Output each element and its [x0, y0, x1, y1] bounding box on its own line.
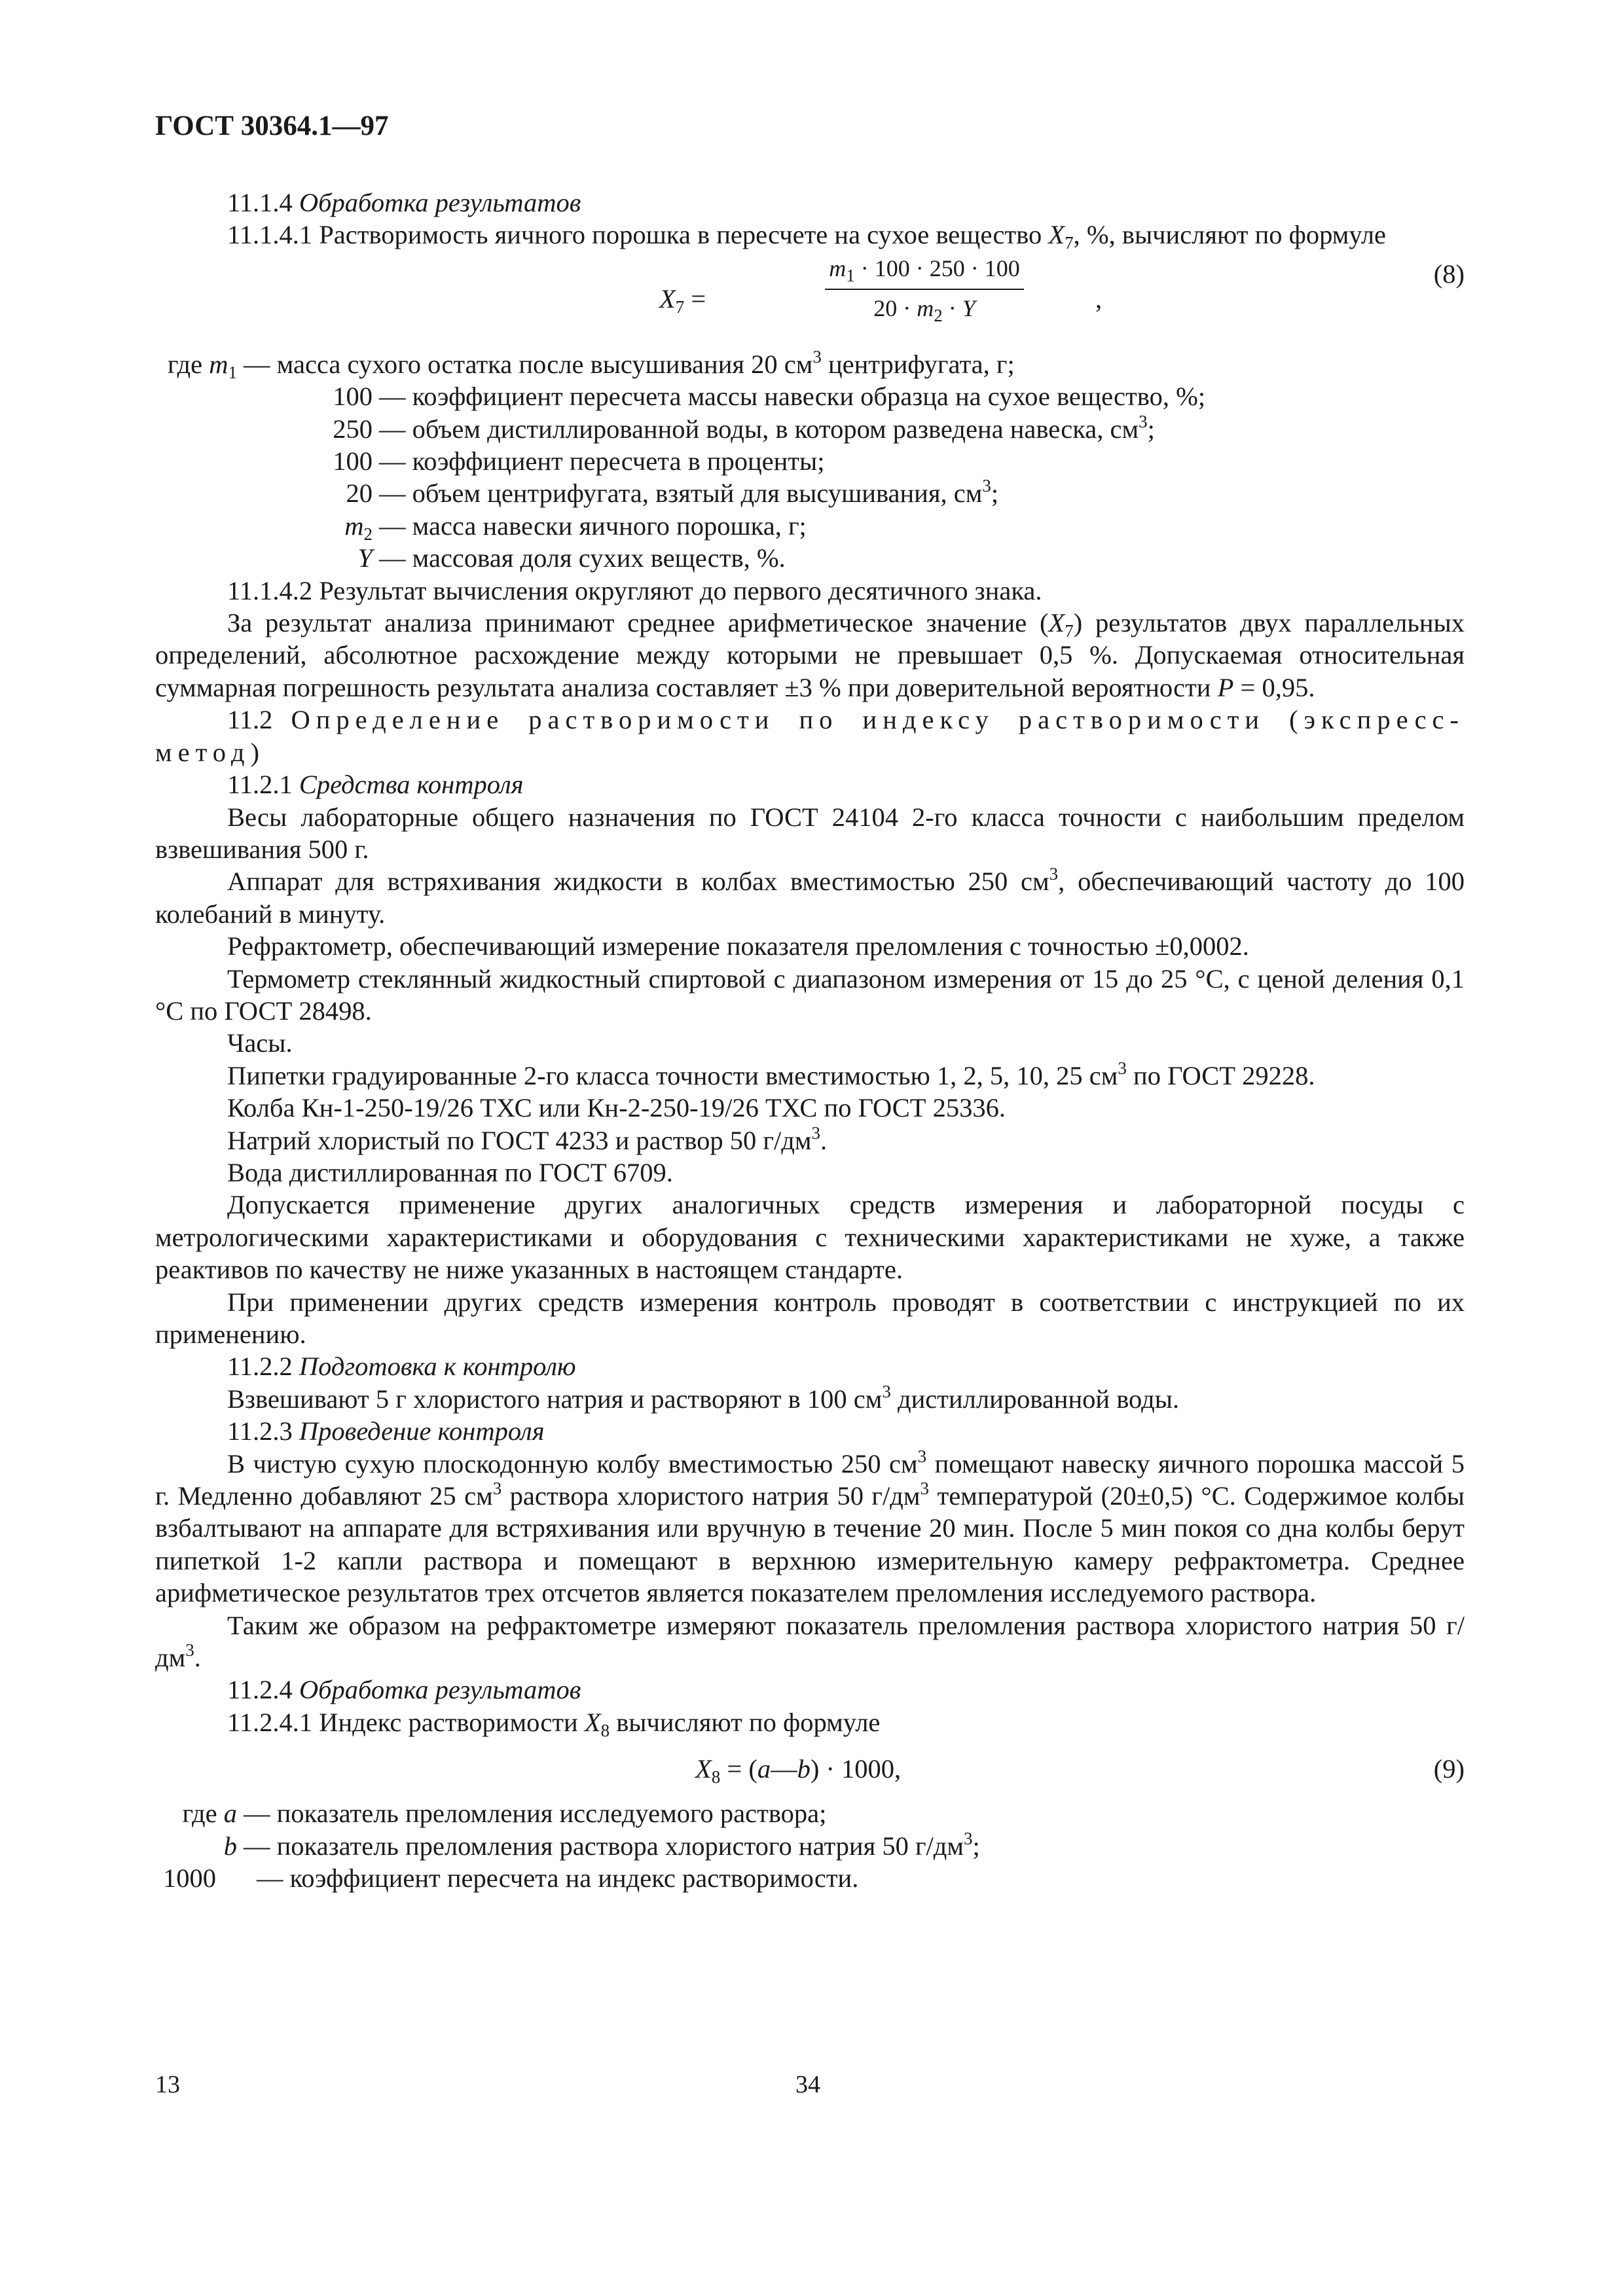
- footer-page-code: 13: [155, 2071, 180, 2098]
- legend-8-100b: 100 — коэффициент пересчета в проценты;: [333, 446, 825, 476]
- equipment-scales: Весы лабораторные общего назначения по ГОСТ 24104 2-го класса точности с наибольшим пределом взвешивания 500 г.: [155, 802, 1465, 864]
- formula-9-expression: $X_8$ = (a—b) · 1000,: [695, 1754, 902, 1787]
- formula-8-fraction: [754, 253, 1095, 325]
- procedure-paragraph: В чистую сухую плоскодонную колбу вместимостью 250 $см^3$ помещают навеску яичного порошка массой 5 г. Медленно добавляют 25 $см^3$ раствора хлористого натрия 50 $г/дм^3$ температурой (20±0,5) °С. Содержимое колбы взбалтывают на аппарате для встряхивания или вручную в течение 20 мин. После 5 мин покоя со дна колбы берут пипеткой 1-2 капли раствора и помещают в верхнюю измерительную камеру рефрактометра. Среднее арифметическое результатов трех отсчетов является показателем преломления исследуемого раствора.: [155, 1446, 1465, 1608]
- formula-8-lhs: $X_7$ =: [659, 283, 706, 317]
- formula-8-number: (8): [1433, 259, 1465, 289]
- legend-8-m2: $m_2$ — масса навески яичного порошка, г;: [344, 511, 807, 544]
- equipment-alternatives: Допускается применение других аналогичных средств измерения и лабораторной посуды с метрологическими характеристиками и оборудования с техническими характеристиками не хуже, а также реактивов по качеству не ниже указанных в настоящем стандарте.: [155, 1190, 1465, 1285]
- document-body: [155, 187, 1465, 1895]
- section-11-2-1-heading: 11.2.1 Средства контроля: [227, 770, 524, 800]
- procedure-reference-paragraph: Таким же образом на рефрактометре измеряют показатель преломления раствора хлористого натрия 50 $г/дм^3$.: [155, 1610, 1465, 1673]
- legend-8-y: Y — массовая доля сухих веществ, %.: [357, 543, 786, 573]
- section-11-2-3-heading: 11.2.3 Проведение контроля: [227, 1416, 545, 1446]
- equipment-clock: Часы.: [227, 1028, 293, 1058]
- equipment-shaker: Аппарат для встряхивания жидкости в колбах вместимостью 250 $см^3$, обеспечивающий частоту до 100 колебаний в минуту.: [155, 864, 1465, 929]
- legend-9-b: b — показатель преломления раствора хлористого натрия 50 $г/дм^3$;: [223, 1828, 980, 1861]
- section-11-2-4-1-paragraph: 11.2.4.1 Индекс растворимости $X_8$ вычисляют по формуле: [227, 1707, 881, 1740]
- legend-9-a: где a — показатель преломления исследуемого раствора;: [182, 1799, 827, 1829]
- formula-8: $X_7$ = $\frac{m_1 \cdot 100 \cdot 250 \cdot 100}{20 \cdot m_2 \cdot Y}$ , (8): [155, 251, 1465, 348]
- result-paragraph: За результат анализа принимают среднее арифметическое значение $(X_7)$ результатов двух параллельных определений, абсолютное расхождение между которыми не превышает 0,5 %. Допускаемая относительная суммарная погрешность результата анализа составляет ±3 % при доверительной вероятности P = 0,95.: [155, 608, 1465, 702]
- footer-page-number: 34: [795, 2071, 820, 2098]
- formula-9-number: (9): [1433, 1754, 1465, 1784]
- preparation-paragraph: Взвешивают 5 г хлористого натрия и растворяют в 100 $см^3$ дистиллированной воды.: [227, 1381, 1180, 1414]
- section-11-2-heading: 11.2 Определение растворимости по индексу растворимости (экспресс-метод): [155, 705, 1465, 767]
- equipment-pipettes: Пипетки градуированные 2-го класса точности вместимостью 1, 2, 5, 10, 25 $см^3$ по ГОСТ 29228.: [227, 1058, 1315, 1090]
- legend-8-250: 250 — объем дистиллированной воды, в котором разведена навеска, $см^3$;: [333, 411, 1155, 444]
- formula-8-denominator: $20 \cdot m_2 \cdot Y$: [873, 295, 976, 326]
- section-11-1-4-2-paragraph: 11.1.4.2 Результат вычисления округляют до первого десятичного знака.: [227, 575, 1042, 605]
- document-header: ГОСТ 30364.1—97: [155, 111, 389, 141]
- section-11-2-2-heading: 11.2.2 Подготовка к контролю: [227, 1352, 576, 1382]
- legend-9-1000: 1000 — коэффициент пересчета на индекс растворимости.: [163, 1863, 859, 1893]
- equipment-sodium-chloride: Натрий хлористый по ГОСТ 4233 и раствор 50 $г/дм^3$.: [227, 1122, 828, 1155]
- equipment-instructions: При применении других средств измерения контроль проводят в соответствии с инструкцией по их применению.: [155, 1287, 1465, 1349]
- legend-8-20: 20 — объем центрифугата, взятый для высушивания, $см^3$;: [346, 476, 999, 509]
- equipment-refractometer: Рефрактометр, обеспечивающий измерение показателя преломления с точностью ±0,0002.: [227, 931, 1249, 961]
- equipment-flask: Колба Кн-1-250-19/26 ТХС или Кн-2-250-19/26 ТХС по ГОСТ 25336.: [227, 1093, 1006, 1123]
- formula-8-numerator: $m_1 \cdot 100 \cdot 250 \cdot 100$: [825, 253, 1023, 290]
- equipment-water: Вода дистиллированная по ГОСТ 6709.: [227, 1157, 673, 1187]
- section-11-1-4-heading: 11.1.4 Обработка результатов: [227, 188, 581, 217]
- equipment-thermometer: Термометр стеклянный жидкостный спиртовой с диапазоном измерения от 15 до 25 °С, с ценой деления 0,1 °С по ГОСТ 28498.: [155, 963, 1465, 1026]
- formula-9: [155, 1750, 1465, 1797]
- legend-8-m1: где $m_1$ — масса сухого остатка после высушивания 20 $см^3$ центрифугата, г;: [167, 346, 1015, 382]
- section-11-1-4-1-paragraph: 11.1.4.1 Растворимость яичного порошка в пересчете на сухое вещество $X_7$, %, вычисляют по формуле: [227, 220, 1387, 253]
- section-11-2-4-heading: 11.2.4 Обработка результатов: [227, 1675, 581, 1705]
- legend-8-100a: 100 — коэффициент пересчета массы навески образца на сухое вещество, %;: [333, 382, 1206, 412]
